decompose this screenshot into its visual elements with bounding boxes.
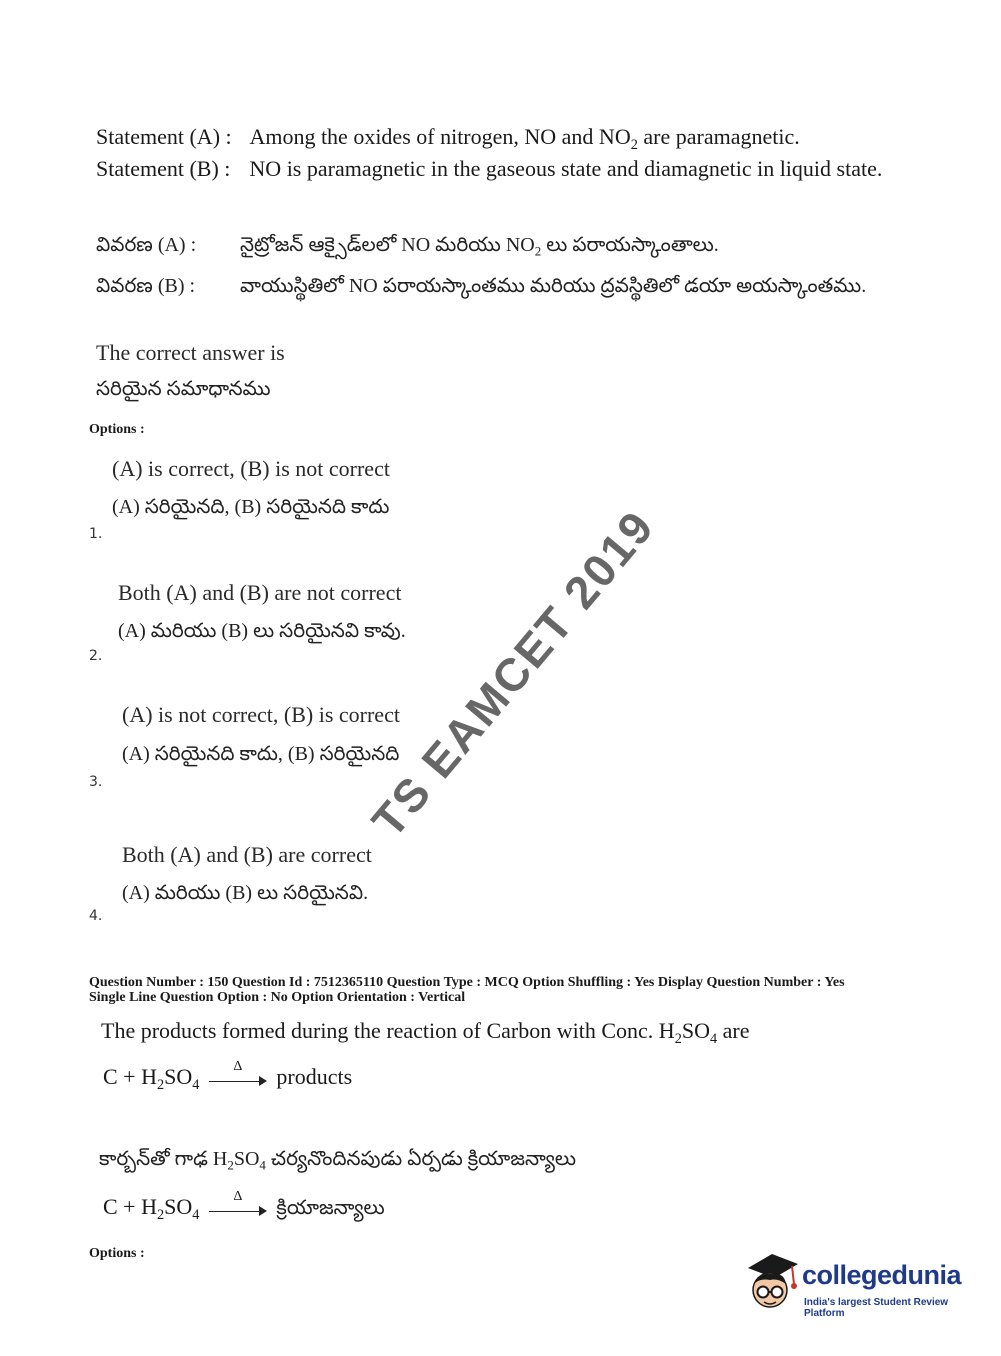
reaction-arrow-icon: Δ (209, 1067, 267, 1091)
option-4-number: 4. (89, 908, 103, 924)
question-150-text: The products formed during the reaction of Carbon with Conc. $H_2SO_4$ are (101, 1018, 750, 1047)
option-2-number: 2. (89, 648, 103, 664)
statement-b-text: NO is paramagnetic in the gaseous state and diamagnetic in liquid state. (249, 156, 883, 181)
statement-a-text: Among the oxides of nitrogen, NO and $NO_2$ are paramagnetic. (249, 124, 800, 153)
option-1-en: (A) is correct, (B) is not correct (112, 456, 390, 481)
option-4-en: Both (A) and (B) are correct (122, 842, 372, 867)
option-1-number: 1. (89, 526, 103, 542)
telugu-statement-b-label: వివరణ (B) : (96, 275, 196, 297)
option-4-te: (A) మరియు (B) లు సరియైనవి. (122, 882, 369, 904)
statement-b-label: Statement (B) : (96, 156, 231, 181)
reaction-equation-en: $C + H_2SO_4$ Δ products (103, 1058, 353, 1093)
question-meta-line-2: Single Line Question Option : No Option Orientation : Vertical (89, 990, 466, 1005)
brand-tagline: India's largest Student Review Platform (804, 1297, 949, 1319)
exam-watermark: TS EAMCET 2019 (361, 500, 665, 847)
option-3-number: 3. (89, 774, 103, 790)
option-2-te: (A) మరియు (B) లు సరియైనవి కావు. (118, 620, 406, 642)
brand-logo (742, 1250, 972, 1320)
telugu-statement-b-text: వాయుస్థితిలో NO పరాయస్కాంతము మరియు ద్రవస్థితిలో డయా అయస్కాంతము. (240, 275, 867, 297)
option-3-en: (A) is not correct, (B) is correct (122, 702, 400, 727)
statement-a (96, 124, 800, 153)
mascot-icon (742, 1250, 800, 1316)
option-2-en: Both (A) and (B) are not correct (118, 580, 402, 605)
options-label-150: Options : (89, 1246, 145, 1261)
option-3-te: (A) సరియైనది కాదు, (B) సరియైనది (122, 743, 400, 765)
statement-a-label: Statement (A) : (96, 124, 232, 149)
options-label: Options : (89, 422, 145, 437)
option-1-te: (A) సరియైనది, (B) సరియైనది కాదు (112, 496, 390, 518)
reaction-equation-te: $C + H_2SO_4$ Δ క్రియాజన్యాలు (103, 1188, 385, 1223)
question-meta-line-1: Question Number : 150 Question Id : 7512365110 Question Type : MCQ Option Shuffling : Yes Display Question Number : Yes (89, 975, 845, 990)
statement-b (96, 156, 882, 182)
telugu-statement-a-label: వివరణ (A) : (96, 234, 197, 256)
answer-prompt-te: సరియైన సమాధానము (96, 378, 271, 400)
question-150-text-te: కార్బన్‌తో గాఢ $H_2SO_4$ చర్యనొందినపుడు ఏర్పడు క్రియాజన్యాలు (99, 1148, 576, 1173)
telugu-statement-a-text: నైట్రోజన్ ఆక్సైడ్‌లలో NO మరియు $NO_2$ లు పరాయస్కాంతాలు. (240, 234, 719, 259)
reaction-arrow-icon: Δ (209, 1197, 267, 1221)
brand-name: collegedunia (802, 1260, 962, 1290)
answer-prompt-en: The correct answer is (96, 340, 285, 365)
